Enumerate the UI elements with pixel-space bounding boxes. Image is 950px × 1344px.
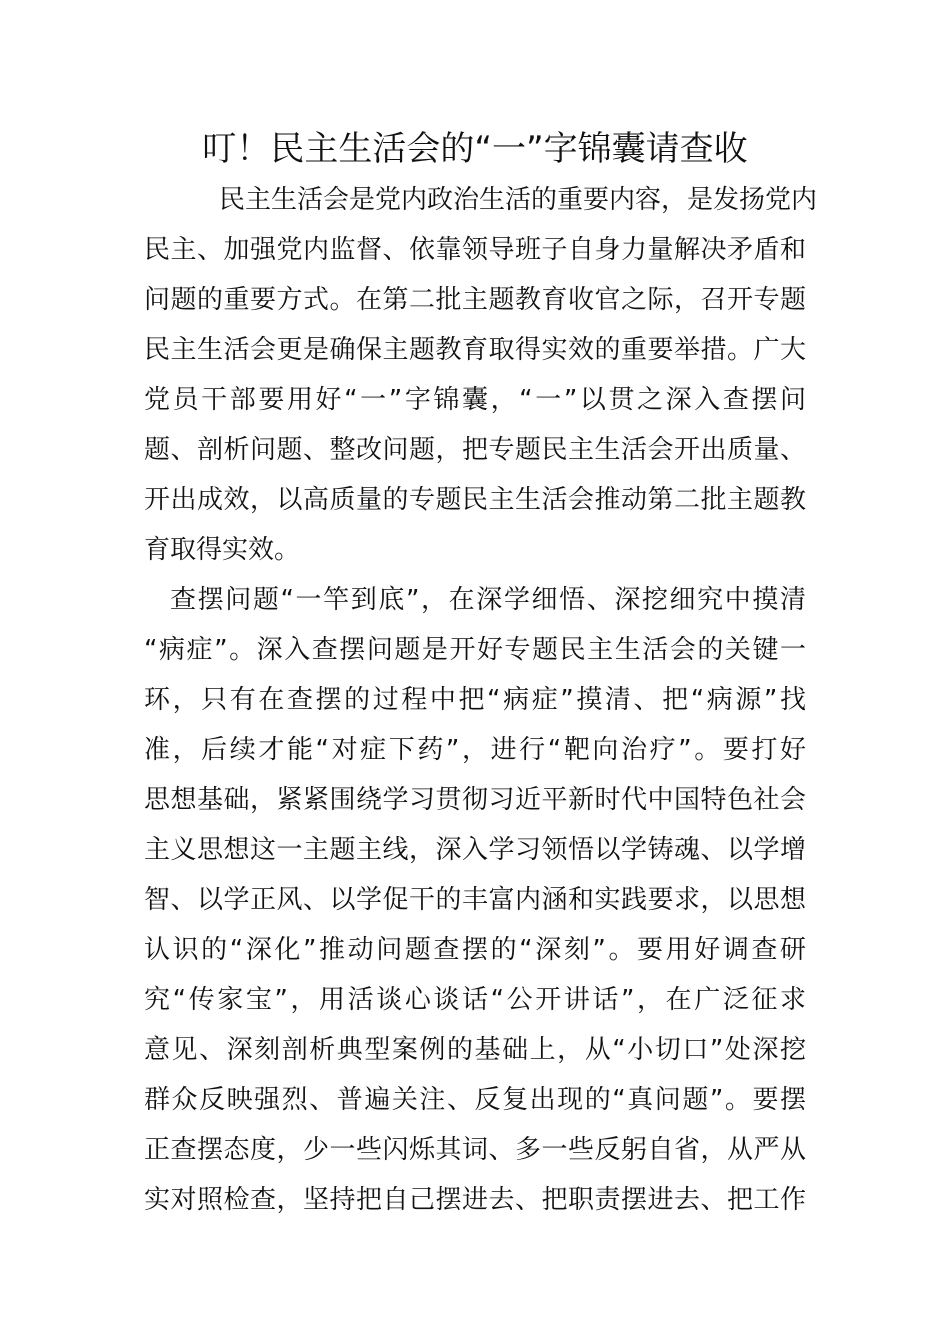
paragraph-1-line: 育取得实效。 <box>144 535 301 565</box>
paragraph-2-line: 智、以学正风、以学促干的丰富内涵和实践要求，以思想 <box>144 885 806 915</box>
paragraph-2-line: 群众反映强烈、普遍关注、反复出现的“真问题”。要摆 <box>144 1085 806 1115</box>
document-title: 叮！民主生活会的“一”字锦囊请查收 <box>202 129 748 169</box>
paragraph-1-line: 党员干部要用好“一”字锦囊，“一”以贯之深入查摆问 <box>144 385 806 415</box>
paragraph-1-line: 民主、加强党内监督、依靠领导班子自身力量解决矛盾和 <box>144 235 806 265</box>
paragraph-1-line: 民主生活会更是确保主题教育取得实效的重要举措。广大 <box>144 335 806 365</box>
paragraph-1-line: 题、剖析问题、整改问题，把专题民主生活会开出质量、 <box>144 435 806 465</box>
paragraph-2-line: 究“传家宝”，用活谈心谈话“公开讲话”，在广泛征求 <box>144 985 806 1015</box>
paragraph-2-line: 正查摆态度，少一些闪烁其词、多一些反躬自省，从严从 <box>144 1135 806 1165</box>
paragraph-1-line: 民主生活会是党内政治生活的重要内容，是发扬党内 <box>219 185 818 215</box>
paragraph-2-line: 认识的“深化”推动问题查摆的“深刻”。要用好调查研 <box>144 935 806 965</box>
paragraph-2-line: 意见、深刻剖析典型案例的基础上，从“小切口”处深挖 <box>144 1035 806 1065</box>
paragraph-1-line: 开出成效，以高质量的专题民主生活会推动第二批主题教 <box>144 485 806 515</box>
paragraph-2-line: 查摆问题“一竿到底”，在深学细悟、深挖细究中摸清 <box>170 585 806 615</box>
paragraph-1-line: 问题的重要方式。在第二批主题教育收官之际，召开专题 <box>144 285 806 315</box>
paragraph-2-line: 主义思想这一主题主线，深入学习领悟以学铸魂、以学增 <box>144 835 806 865</box>
paragraph-2-line: “病症”。深入查摆问题是开好专题民主生活会的关键一 <box>144 635 806 665</box>
paragraph-2-line: 实对照检查，坚持把自己摆进去、把职责摆进去、把工作 <box>144 1185 806 1215</box>
paragraph-2-line: 准，后续才能“对症下药”，进行“靶向治疗”。要打好 <box>144 735 806 765</box>
paragraph-2-line: 思想基础，紧紧围绕学习贯彻习近平新时代中国特色社会 <box>144 785 806 815</box>
paragraph-2-line: 环，只有在查摆的过程中把“病症”摸清、把“病源”找 <box>144 685 806 715</box>
